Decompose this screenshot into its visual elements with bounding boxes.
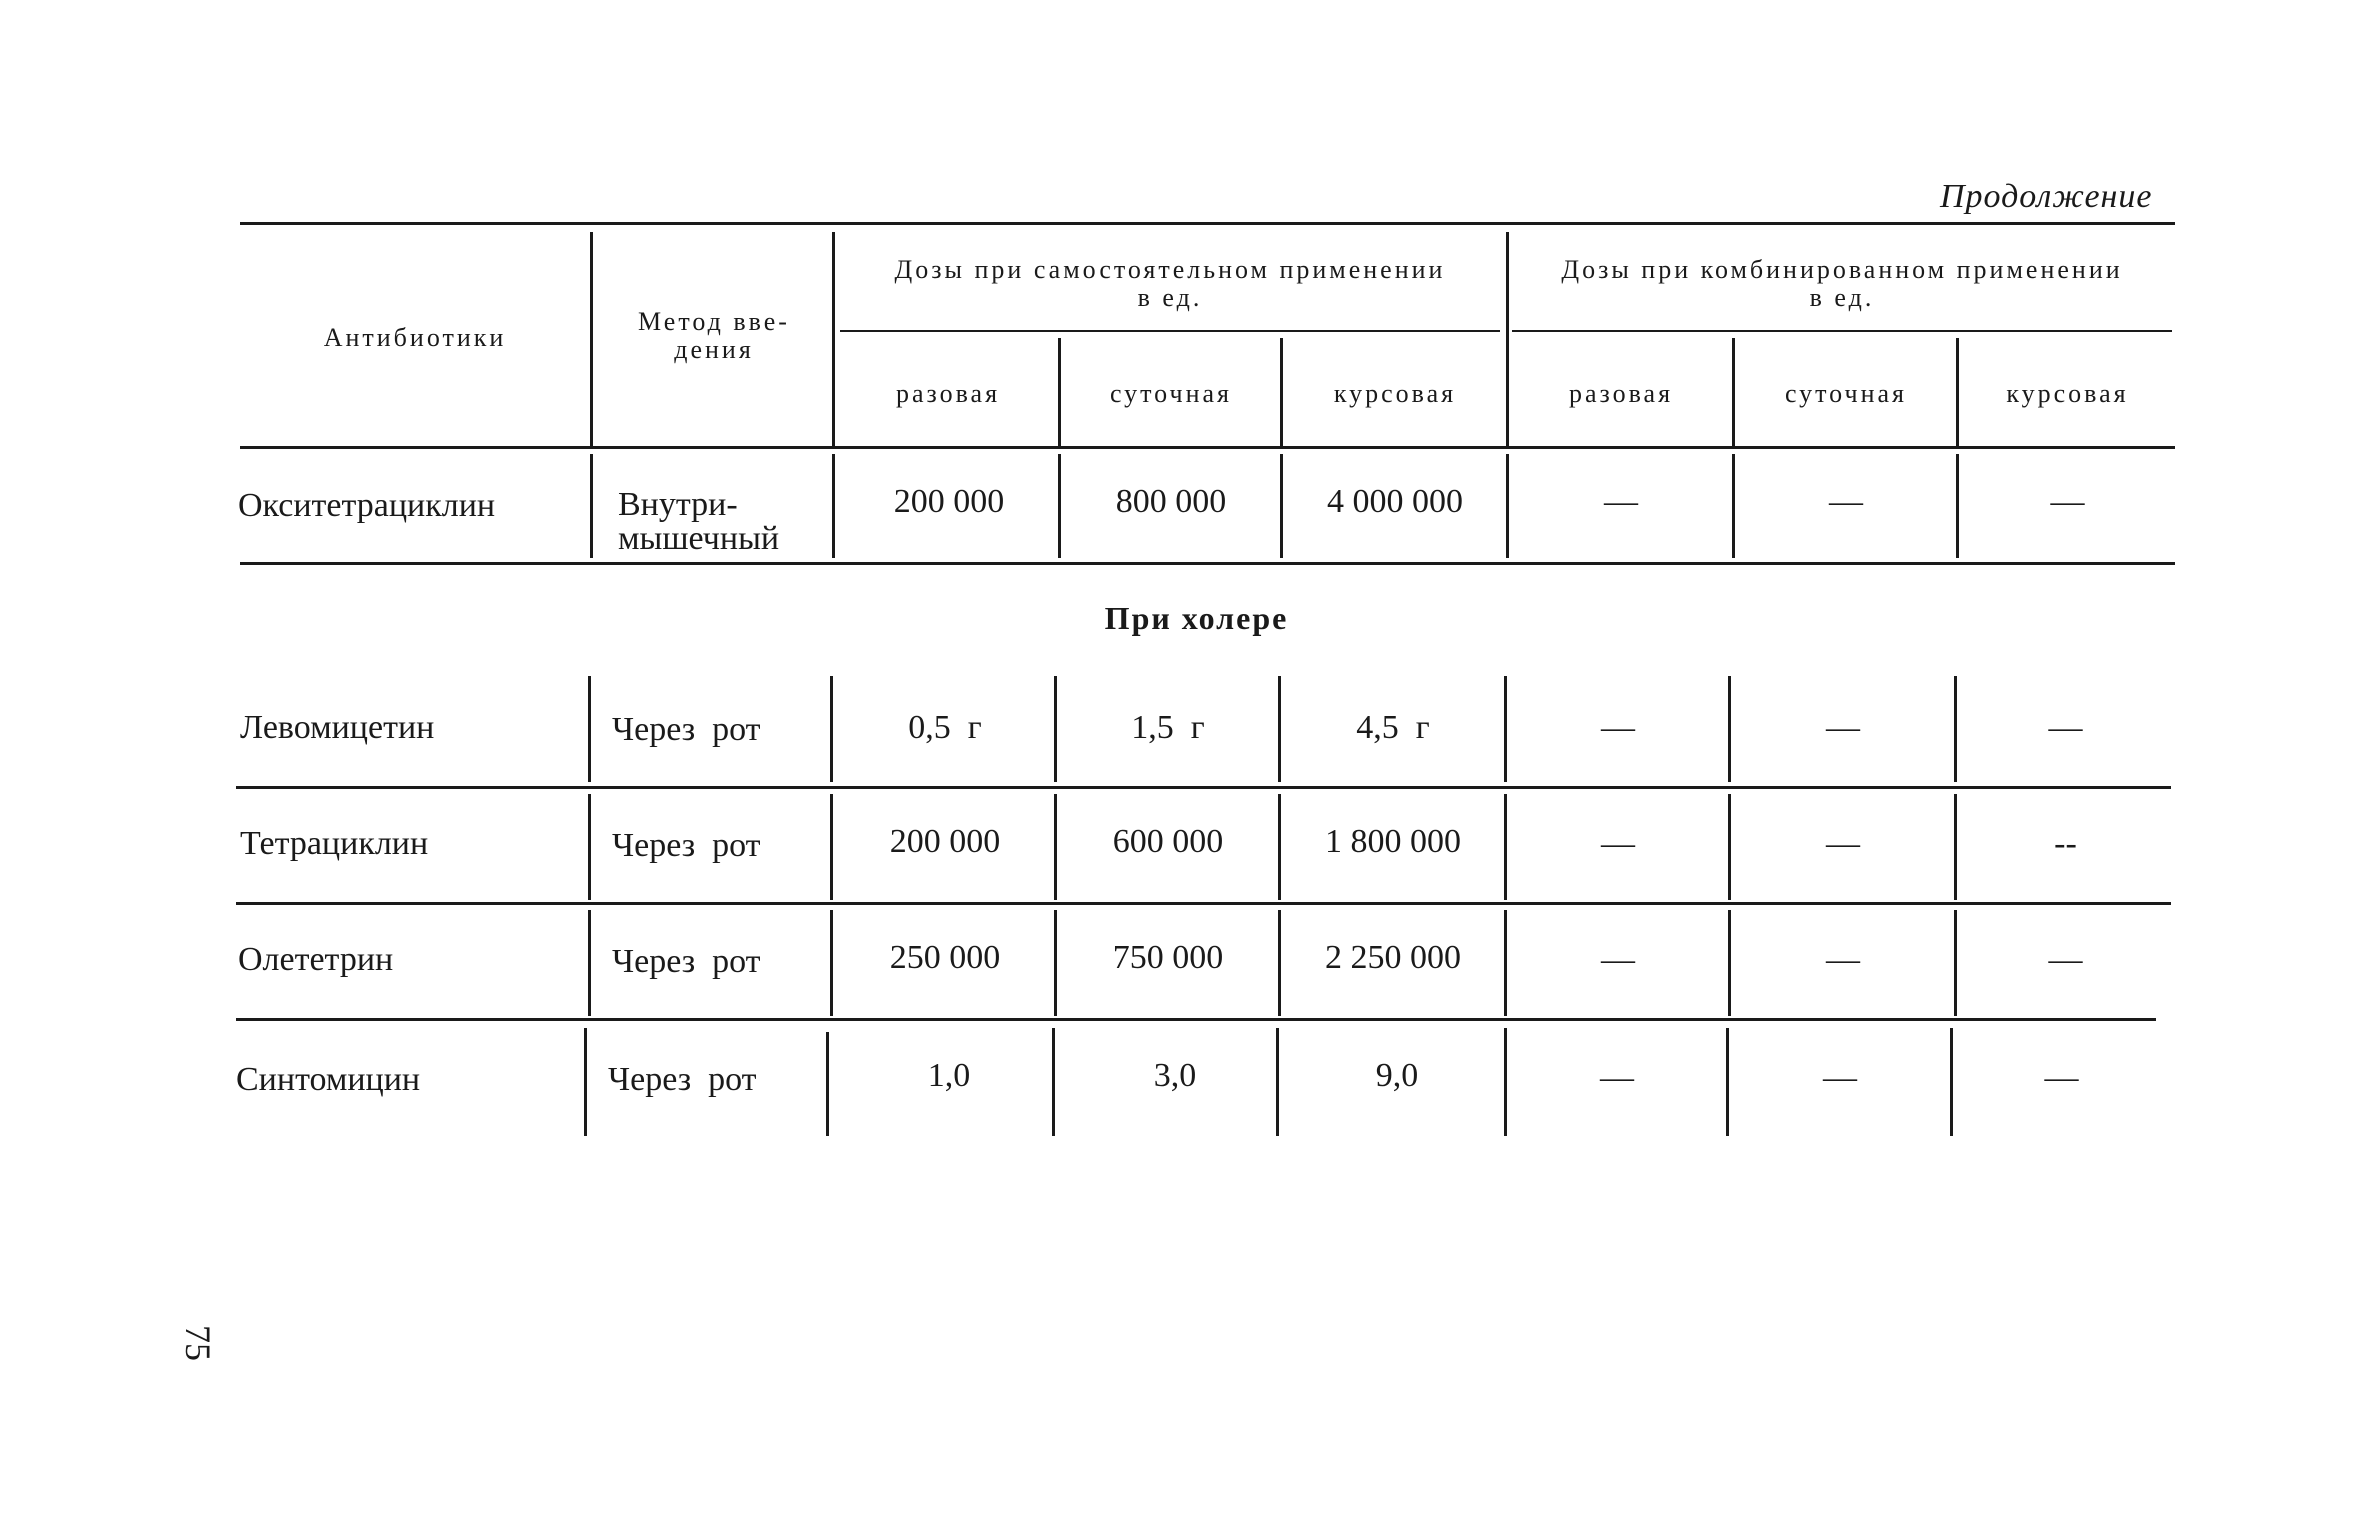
dose-combined-single: — — [1601, 941, 1635, 978]
header-sub-4: суточная — [1784, 379, 1908, 408]
dose-course: 1 800 000 — [1325, 823, 1461, 860]
page-number: 75 — [178, 1325, 218, 1361]
row-divider — [1054, 676, 1057, 782]
header-sub-divider-1 — [1058, 338, 1061, 446]
row-divider — [588, 794, 591, 900]
header-group-combined: Дозы при комбинированном применении в ед. — [1561, 255, 2123, 312]
header-sub-1: суточная — [1109, 379, 1233, 408]
row-divider — [826, 1032, 829, 1136]
header-group-rule-left — [840, 330, 1500, 332]
header-bottom-rule — [240, 446, 2175, 449]
dose-course: 2 250 000 — [1325, 939, 1461, 976]
administration-method: Внутри- мышечный — [618, 486, 780, 557]
row-divider — [830, 794, 833, 900]
row-divider — [1278, 676, 1281, 782]
administration-method: Через рот — [612, 827, 761, 864]
dose-combined-single: — — [1601, 709, 1635, 746]
row-rule — [236, 1018, 2156, 1021]
dose-single: 200 000 — [893, 483, 1005, 520]
dose-single: 0,5 г — [908, 709, 982, 746]
dose-combined-single: — — [1604, 483, 1638, 520]
dose-combined-course: — — [2044, 1059, 2079, 1096]
dose-daily: 1,5 г — [1131, 709, 1205, 746]
dose-daily: 750 000 — [1112, 939, 1224, 976]
header-sub-0: разовая — [895, 379, 1001, 408]
header-sub-divider-4 — [1956, 338, 1959, 446]
dose-combined-daily: — — [1829, 483, 1863, 520]
row-divider — [1728, 910, 1731, 1016]
dose-single: 200 000 — [889, 823, 1001, 860]
row-divider — [1054, 910, 1057, 1016]
row-divider — [1506, 454, 1509, 558]
row-divider — [1954, 676, 1957, 782]
dose-combined-daily: — — [1826, 709, 1860, 746]
administration-method: Через рот — [608, 1061, 757, 1098]
header-divider-1 — [590, 232, 593, 446]
dose-course: 4 000 000 — [1327, 483, 1463, 520]
row-divider — [1504, 794, 1507, 900]
row-divider — [1728, 794, 1731, 900]
dose-combined-course: — — [2048, 709, 2083, 746]
header-group-single: Дозы при самостоятельном применении в ед. — [894, 255, 1446, 312]
antibiotic-name: Тетрациклин — [240, 825, 429, 862]
header-sub-5: курсовая — [2006, 379, 2129, 408]
row-divider — [1956, 454, 1959, 558]
antibiotic-name: Окситетрациклин — [238, 487, 496, 524]
dose-combined-single: — — [1601, 825, 1635, 862]
header-sub-2: курсовая — [1333, 379, 1457, 408]
row-divider — [588, 676, 591, 782]
dose-combined-course: — — [2050, 483, 2085, 520]
antibiotic-name: Синтомицин — [236, 1061, 421, 1098]
row-divider — [1726, 1028, 1729, 1136]
row-divider — [1278, 910, 1281, 1016]
row-rule — [236, 786, 2171, 789]
row-divider — [588, 910, 591, 1016]
dose-combined-daily: — — [1823, 1059, 1857, 1096]
row-divider — [1954, 794, 1957, 900]
dose-course: 9,0 — [1375, 1057, 1419, 1094]
table-top-rule — [240, 222, 2175, 225]
dose-combined-course: — — [2048, 941, 2083, 978]
header-sub-divider-2 — [1280, 338, 1283, 446]
header-sub-divider-3 — [1732, 338, 1735, 446]
antibiotic-name: Олететрин — [238, 941, 394, 978]
dose-combined-course: -- — [2054, 825, 2077, 862]
continuation-label: Продолжение — [1940, 178, 2153, 215]
row-divider — [1728, 676, 1731, 782]
dose-single: 1,0 — [927, 1057, 971, 1094]
row-divider — [1950, 1028, 1953, 1136]
row-divider — [1278, 794, 1281, 900]
header-divider-2 — [832, 232, 835, 446]
header-divider-5 — [1506, 232, 1509, 446]
row-rule — [236, 902, 2171, 905]
row-divider — [1732, 454, 1735, 558]
row-divider — [1504, 676, 1507, 782]
administration-method: Через рот — [612, 711, 761, 748]
dose-single: 250 000 — [889, 939, 1001, 976]
dose-daily: 3,0 — [1153, 1057, 1197, 1094]
row-divider — [590, 454, 593, 558]
dose-daily: 600 000 — [1112, 823, 1224, 860]
row-divider — [832, 454, 835, 558]
row-divider — [830, 910, 833, 1016]
row-divider — [1954, 910, 1957, 1016]
antibiotic-name: Левомицетин — [240, 709, 435, 746]
row-divider — [584, 1028, 587, 1136]
dose-combined-single: — — [1600, 1059, 1634, 1096]
dose-course: 4,5 г — [1356, 709, 1430, 746]
row-divider — [1058, 454, 1061, 558]
dose-combined-daily: — — [1826, 825, 1860, 862]
header-sub-3: разовая — [1568, 379, 1674, 408]
header-antibiotics: Антибиотики — [323, 323, 507, 352]
row-divider — [1054, 794, 1057, 900]
administration-method: Через рот — [612, 943, 761, 980]
header-method: Метод вве- дения — [638, 307, 790, 364]
first-row-bottom-rule — [240, 562, 2175, 565]
section-title: При холере — [1104, 600, 1289, 636]
dose-daily: 800 000 — [1115, 483, 1227, 520]
row-divider — [830, 676, 833, 782]
row-divider — [1504, 910, 1507, 1016]
dose-combined-daily: — — [1826, 941, 1860, 978]
header-group-rule-right — [1512, 330, 2172, 332]
row-divider — [1280, 454, 1283, 558]
